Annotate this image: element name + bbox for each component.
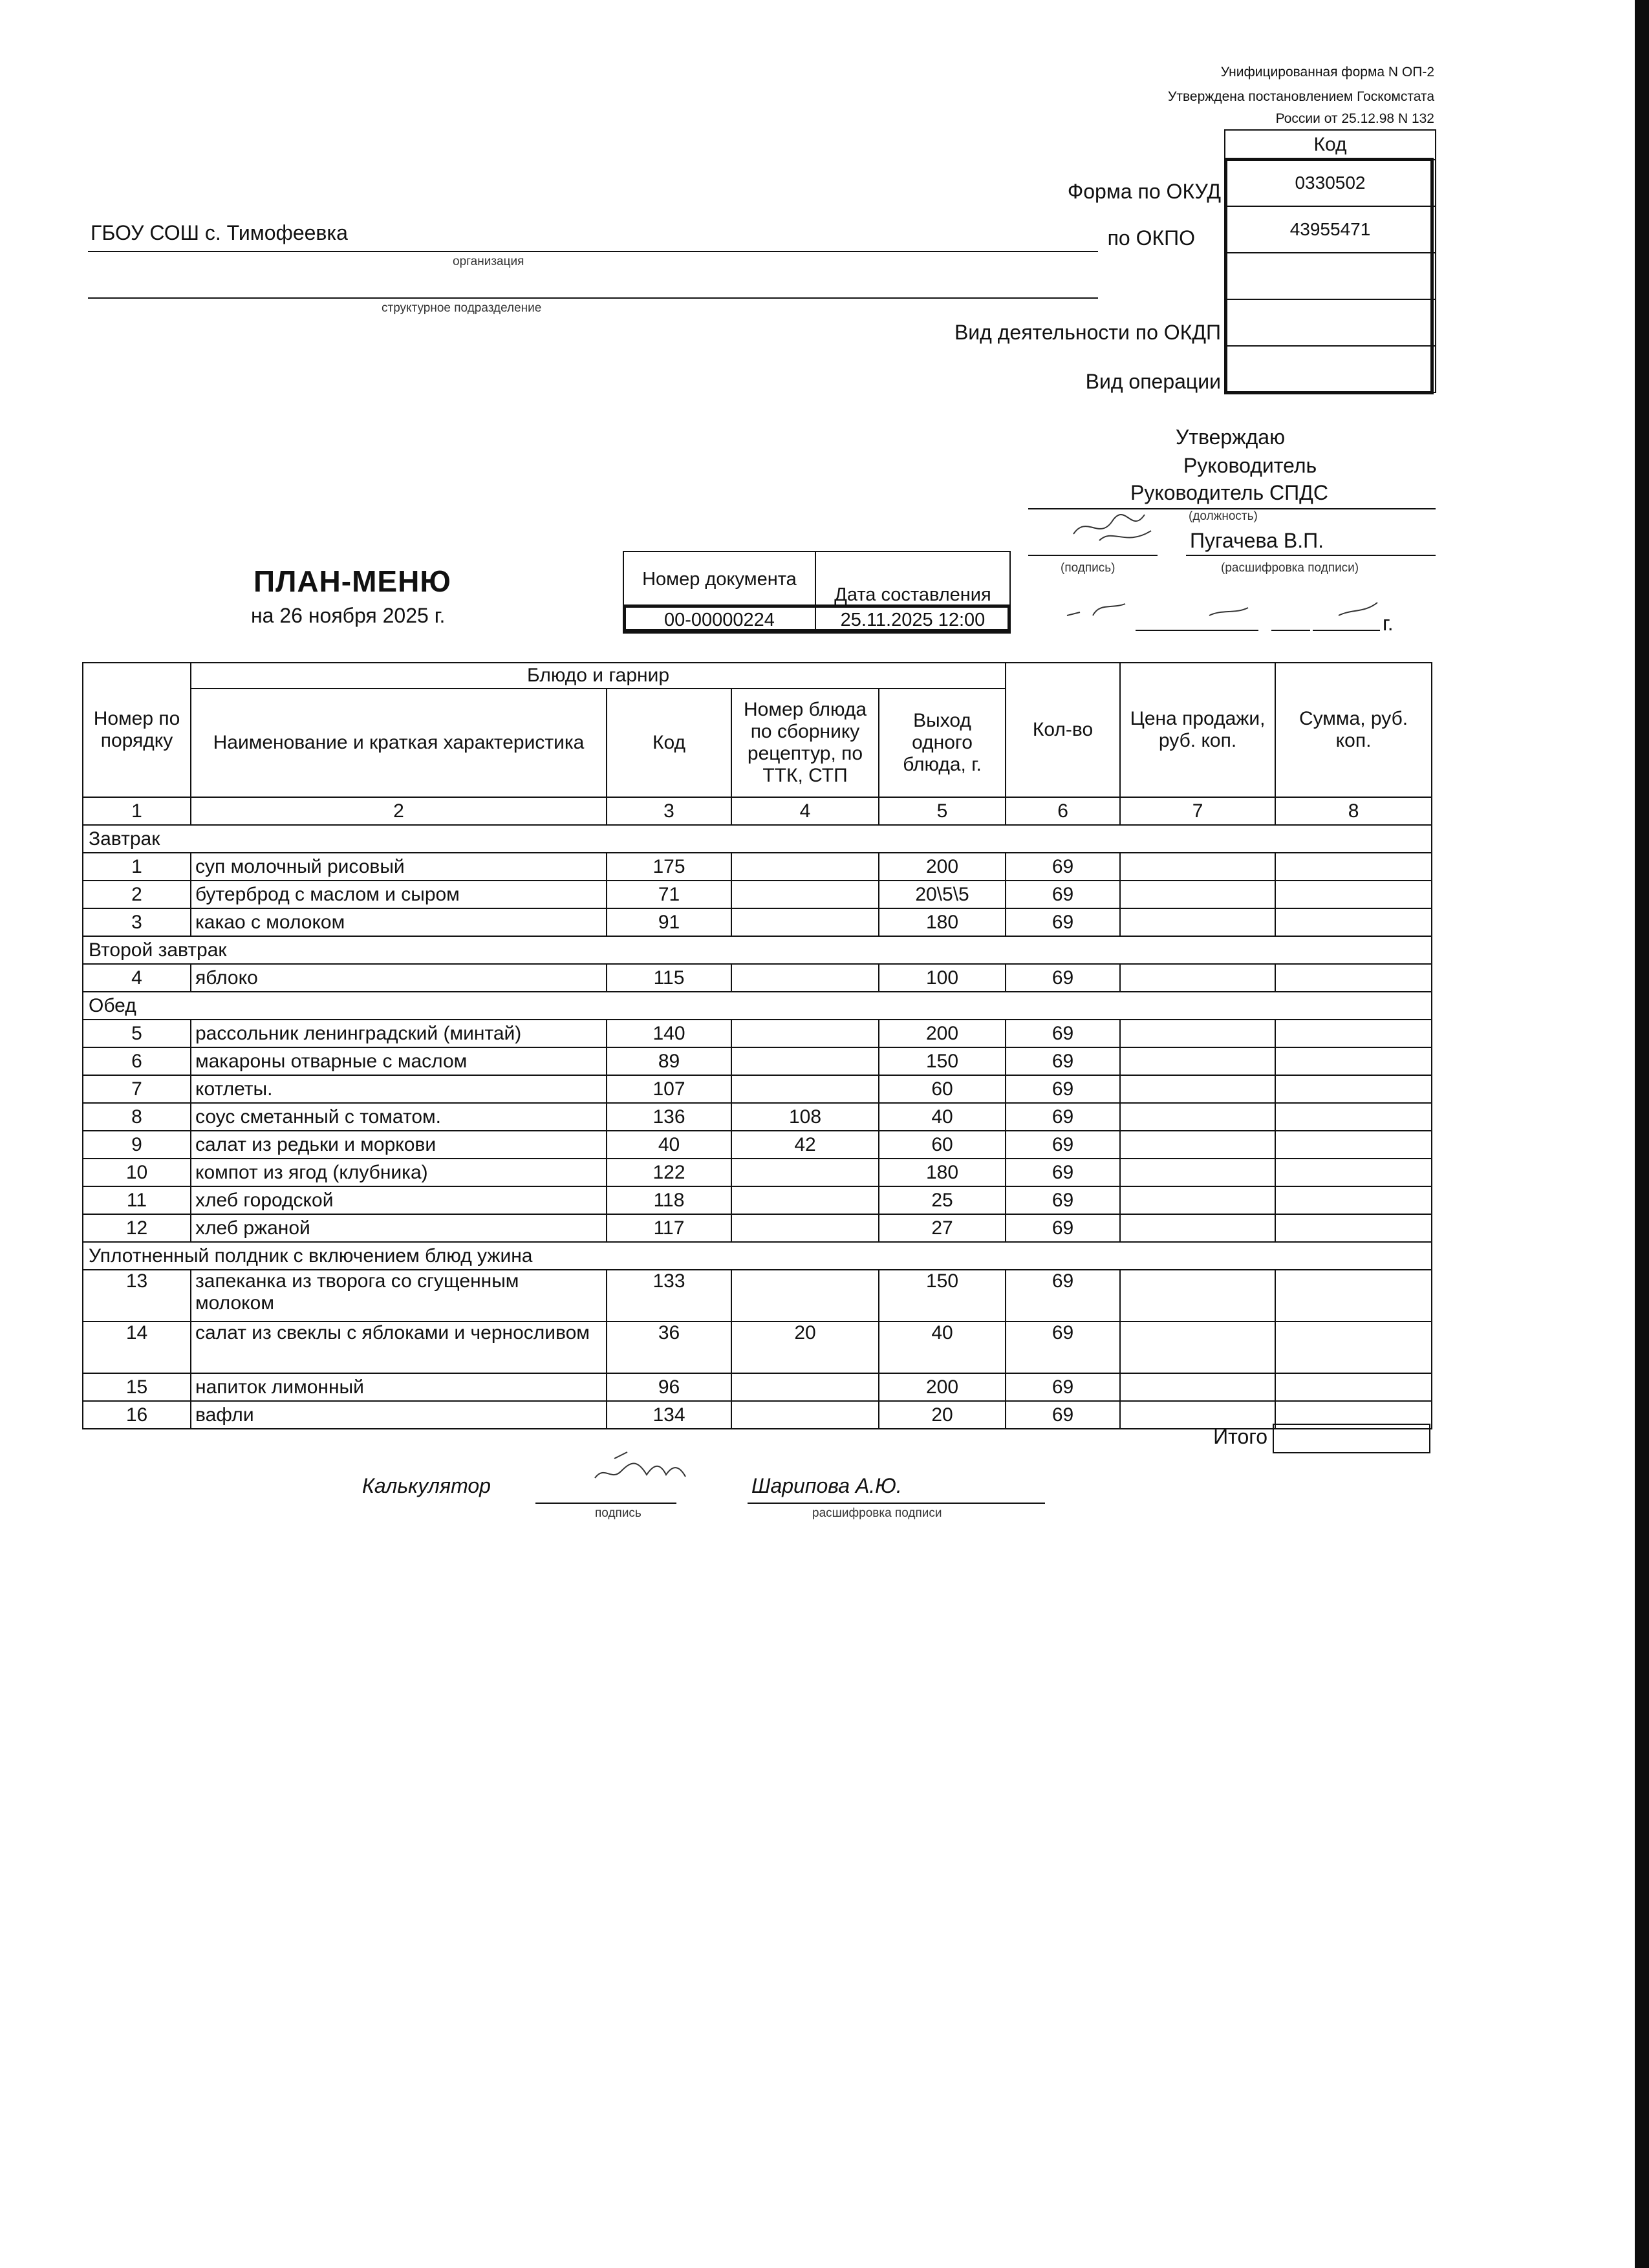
dish-sum [1275, 1214, 1432, 1242]
row-number: 16 [83, 1401, 191, 1429]
row-number: 13 [83, 1270, 191, 1321]
codes-table [1224, 129, 1436, 393]
dish-recipe [731, 1020, 879, 1047]
dish-name: компот из ягод (клубника) [191, 1159, 607, 1186]
dish-yield: 60 [879, 1075, 1006, 1103]
table-row [83, 1020, 1432, 1047]
form-reference-line1: Унифицированная форма N ОП-2 [1220, 65, 1434, 80]
table-row [83, 881, 1432, 908]
dish-sum [1275, 1075, 1432, 1103]
table-row [83, 908, 1432, 936]
page-title: ПЛАН-МЕНЮ [253, 564, 451, 598]
dish-code: 140 [607, 1020, 731, 1047]
dish-price [1120, 964, 1275, 992]
dish-qty: 69 [1006, 1047, 1120, 1075]
dish-code: 136 [607, 1103, 731, 1131]
column-number: 1 [83, 797, 191, 825]
dish-yield: 20\5\5 [879, 881, 1006, 908]
approval-date-line2 [1271, 630, 1310, 631]
form-reference-line3: России от 25.12.98 N 132 [1275, 111, 1434, 126]
calculator-sign-line [535, 1503, 676, 1504]
dish-price [1120, 1214, 1275, 1242]
dish-name: макароны отварные с маслом [191, 1047, 607, 1075]
row-number: 15 [83, 1373, 191, 1401]
dish-name: напиток лимонный [191, 1373, 607, 1401]
dish-yield: 200 [879, 1373, 1006, 1401]
dish-name: соус сметанный с томатом. [191, 1103, 607, 1131]
dish-recipe [731, 853, 879, 881]
okud-value: 0330502 [1225, 160, 1436, 206]
col-recipe-header: Номер блюда по сборнику рецептур, по ТТК, СТП [731, 689, 879, 797]
dish-price [1120, 1373, 1275, 1401]
dish-recipe [731, 964, 879, 992]
section-row [83, 1242, 1432, 1270]
dish-price [1120, 1047, 1275, 1075]
dish-code: 115 [607, 964, 731, 992]
dish-sum [1275, 1103, 1432, 1131]
approval-date-suffix: г. [1383, 612, 1394, 635]
form-reference-line2: Утверждена постановлением Госкомстата [1168, 89, 1434, 104]
total-label: Итого [1213, 1425, 1267, 1448]
column-number: 4 [731, 797, 879, 825]
dish-price [1120, 881, 1275, 908]
dish-recipe [731, 881, 879, 908]
row-number: 3 [83, 908, 191, 936]
dish-sum [1275, 853, 1432, 881]
dish-recipe [731, 1159, 879, 1186]
column-number: 7 [1120, 797, 1275, 825]
dish-code: 122 [607, 1159, 731, 1186]
dish-sum [1275, 908, 1432, 936]
dish-recipe: 20 [731, 1321, 879, 1373]
dish-yield: 200 [879, 1020, 1006, 1047]
dish-recipe [731, 1047, 879, 1075]
dish-recipe [731, 1075, 879, 1103]
dish-name: запеканка из творога со сгущенным молоком [191, 1270, 607, 1321]
dish-sum [1275, 1131, 1432, 1159]
table-row [83, 1186, 1432, 1214]
dish-yield: 180 [879, 1159, 1006, 1186]
table-row [83, 1270, 1432, 1321]
dish-qty: 69 [1006, 1075, 1120, 1103]
dish-sum [1275, 1159, 1432, 1186]
dish-sum [1275, 1186, 1432, 1214]
dish-yield: 100 [879, 964, 1006, 992]
dish-price [1120, 853, 1275, 881]
approval-position: Руководитель СПДС [1130, 481, 1328, 504]
calculator-sign-caption: подпись [595, 1506, 641, 1520]
dish-price [1120, 1270, 1275, 1321]
okpo-label: по ОКПО [1107, 226, 1195, 250]
section-row [83, 825, 1432, 853]
dish-code: 107 [607, 1075, 731, 1103]
dish-code: 133 [607, 1270, 731, 1321]
dish-qty: 69 [1006, 1270, 1120, 1321]
approval-line2: Руководитель [1183, 454, 1317, 477]
doc-date: 25.11.2025 12:00 [815, 607, 1010, 633]
table-row [83, 1103, 1432, 1131]
col-code-header: Код [607, 689, 731, 797]
column-number: 2 [191, 797, 607, 825]
codes-header: Код [1225, 130, 1436, 160]
table-row [83, 853, 1432, 881]
dish-code: 40 [607, 1131, 731, 1159]
column-numbers-row [83, 797, 1432, 825]
dish-yield: 40 [879, 1321, 1006, 1373]
organization-caption: организация [453, 255, 524, 268]
column-number: 5 [879, 797, 1006, 825]
col-name-header: Наименование и краткая характеристика [191, 689, 607, 797]
dish-name: какао с молоком [191, 908, 607, 936]
dish-price [1120, 908, 1275, 936]
okpo-value: 43955471 [1225, 206, 1436, 253]
dish-recipe [731, 1214, 879, 1242]
dish-name: вафли [191, 1401, 607, 1429]
dish-recipe [731, 1186, 879, 1214]
doc-number-header: Номер документа [623, 551, 815, 607]
approval-position-caption: (должность) [1189, 509, 1258, 523]
okud-label: Форма по ОКУД [1067, 180, 1221, 203]
section-title: Завтрак [83, 825, 1432, 853]
organization-name: ГБОУ СОШ с. Тимофеевка [91, 221, 348, 244]
table-row [83, 1131, 1432, 1159]
dish-recipe [731, 1373, 879, 1401]
row-number: 5 [83, 1020, 191, 1047]
dish-price [1120, 1159, 1275, 1186]
col-group-header: Блюдо и гарнир [191, 663, 1006, 689]
dish-sum [1275, 881, 1432, 908]
col-yield-header: Выход одного блюда, г. [879, 689, 1006, 797]
dish-qty: 69 [1006, 1159, 1120, 1186]
dish-code: 36 [607, 1321, 731, 1373]
organization-line [88, 251, 1098, 252]
approval-sign-line [1028, 555, 1158, 556]
section-title: Обед [83, 992, 1432, 1020]
total-value [1273, 1424, 1430, 1453]
dish-sum [1275, 1270, 1432, 1321]
dish-sum [1275, 1321, 1432, 1373]
calculator-name-caption: расшифровка подписи [812, 1506, 942, 1520]
calculator-name: Шарипова А.Ю. [751, 1474, 902, 1497]
col-price-header: Цена продажи, руб. коп. [1120, 663, 1275, 797]
approval-name-line [1186, 555, 1436, 556]
section-row [83, 936, 1432, 964]
dish-name: бутерброд с маслом и сыром [191, 881, 607, 908]
dish-qty: 69 [1006, 1020, 1120, 1047]
dish-yield: 40 [879, 1103, 1006, 1131]
column-number: 6 [1006, 797, 1120, 825]
scan-edge [1635, 0, 1649, 2268]
operation-value [1225, 346, 1436, 392]
dish-qty: 69 [1006, 1214, 1120, 1242]
row-number: 10 [83, 1159, 191, 1186]
dish-qty: 69 [1006, 1321, 1120, 1373]
dish-code: 117 [607, 1214, 731, 1242]
dish-yield: 150 [879, 1270, 1006, 1321]
okdp-label: Вид деятельности по ОКДП [954, 321, 1221, 344]
dish-recipe: 42 [731, 1131, 879, 1159]
section-title: Второй завтрак [83, 936, 1432, 964]
dish-price [1120, 1020, 1275, 1047]
dish-qty: 69 [1006, 1401, 1120, 1429]
doc-date-header: Дата составления [815, 551, 1010, 607]
dish-name: суп молочный рисовый [191, 853, 607, 881]
approval-date-line1 [1136, 630, 1258, 631]
okdp-value [1225, 299, 1436, 346]
dish-qty: 69 [1006, 853, 1120, 881]
dish-name: рассольник ленинградский (минтай) [191, 1020, 607, 1047]
table-row [83, 1075, 1432, 1103]
approval-date-line3 [1313, 630, 1380, 631]
doc-number: 00-00000224 [623, 607, 815, 633]
col-num-header: Номер по порядку [83, 663, 191, 797]
row-number: 1 [83, 853, 191, 881]
table-row [83, 1214, 1432, 1242]
col-qty-header: Кол-во [1006, 663, 1120, 797]
dish-name: хлеб городской [191, 1186, 607, 1214]
operation-label: Вид операции [1085, 370, 1221, 393]
calculator-name-line [748, 1503, 1045, 1504]
dish-price [1120, 1131, 1275, 1159]
dish-code: 89 [607, 1047, 731, 1075]
dish-recipe [731, 1270, 879, 1321]
dish-yield: 150 [879, 1047, 1006, 1075]
dish-name: салат из редьки и моркови [191, 1131, 607, 1159]
dish-yield: 60 [879, 1131, 1006, 1159]
approval-date-marks [1054, 590, 1416, 628]
dish-qty: 69 [1006, 1131, 1120, 1159]
approval-sign-caption: (подпись) [1061, 561, 1116, 575]
section-row [83, 992, 1432, 1020]
table-row [83, 1047, 1432, 1075]
section-title: Уплотненный полдник с включением блюд ужина [83, 1242, 1432, 1270]
table-row [83, 1159, 1432, 1186]
dish-code: 175 [607, 853, 731, 881]
row-number: 6 [83, 1047, 191, 1075]
dish-sum [1275, 964, 1432, 992]
document-table [623, 551, 1011, 634]
dish-name: котлеты. [191, 1075, 607, 1103]
dish-recipe [731, 1401, 879, 1429]
col-sum-header: Сумма, руб. коп. [1275, 663, 1432, 797]
dish-qty: 69 [1006, 881, 1120, 908]
row-number: 11 [83, 1186, 191, 1214]
row-number: 2 [83, 881, 191, 908]
dish-sum [1275, 1373, 1432, 1401]
dish-qty: 69 [1006, 1373, 1120, 1401]
column-number: 3 [607, 797, 731, 825]
calculator-signature [582, 1446, 724, 1491]
dish-price [1120, 1186, 1275, 1214]
row-number: 12 [83, 1214, 191, 1242]
dish-yield: 180 [879, 908, 1006, 936]
row-number: 7 [83, 1075, 191, 1103]
table-row [83, 1373, 1432, 1401]
dish-yield: 27 [879, 1214, 1006, 1242]
row-number: 4 [83, 964, 191, 992]
dish-qty: 69 [1006, 908, 1120, 936]
director-signature [1061, 502, 1170, 553]
dish-code: 71 [607, 881, 731, 908]
row-number: 9 [83, 1131, 191, 1159]
row-number: 14 [83, 1321, 191, 1373]
dish-name: салат из свеклы с яблоками и черносливом [191, 1321, 607, 1373]
row-number: 8 [83, 1103, 191, 1131]
table-row [83, 1321, 1432, 1373]
dish-name: яблоко [191, 964, 607, 992]
dish-qty: 69 [1006, 1103, 1120, 1131]
column-number: 8 [1275, 797, 1432, 825]
division-line [88, 297, 1098, 299]
dish-code: 91 [607, 908, 731, 936]
dish-qty: 69 [1006, 964, 1120, 992]
dish-yield: 25 [879, 1186, 1006, 1214]
division-caption: структурное подразделение [382, 301, 542, 315]
dish-code: 118 [607, 1186, 731, 1214]
dish-code: 96 [607, 1373, 731, 1401]
calculator-label: Калькулятор [362, 1474, 491, 1497]
dish-qty: 69 [1006, 1186, 1120, 1214]
dish-recipe [731, 908, 879, 936]
dish-yield: 200 [879, 853, 1006, 881]
title-date: на 26 ноября 2025 г. [251, 604, 446, 627]
empty-code-cell [1225, 253, 1436, 299]
dish-recipe: 108 [731, 1103, 879, 1131]
dish-yield: 20 [879, 1401, 1006, 1429]
dish-price [1120, 1103, 1275, 1131]
approval-name: Пугачева В.П. [1190, 529, 1324, 552]
approval-name-caption: (расшифровка подписи) [1221, 561, 1359, 575]
dish-price [1120, 1321, 1275, 1373]
menu-table [82, 662, 1432, 1429]
dish-sum [1275, 1047, 1432, 1075]
table-row [83, 964, 1432, 992]
dish-name: хлеб ржаной [191, 1214, 607, 1242]
dish-code: 134 [607, 1401, 731, 1429]
dish-sum [1275, 1020, 1432, 1047]
approval-line1: Утверждаю [1176, 425, 1286, 449]
dish-price [1120, 1075, 1275, 1103]
